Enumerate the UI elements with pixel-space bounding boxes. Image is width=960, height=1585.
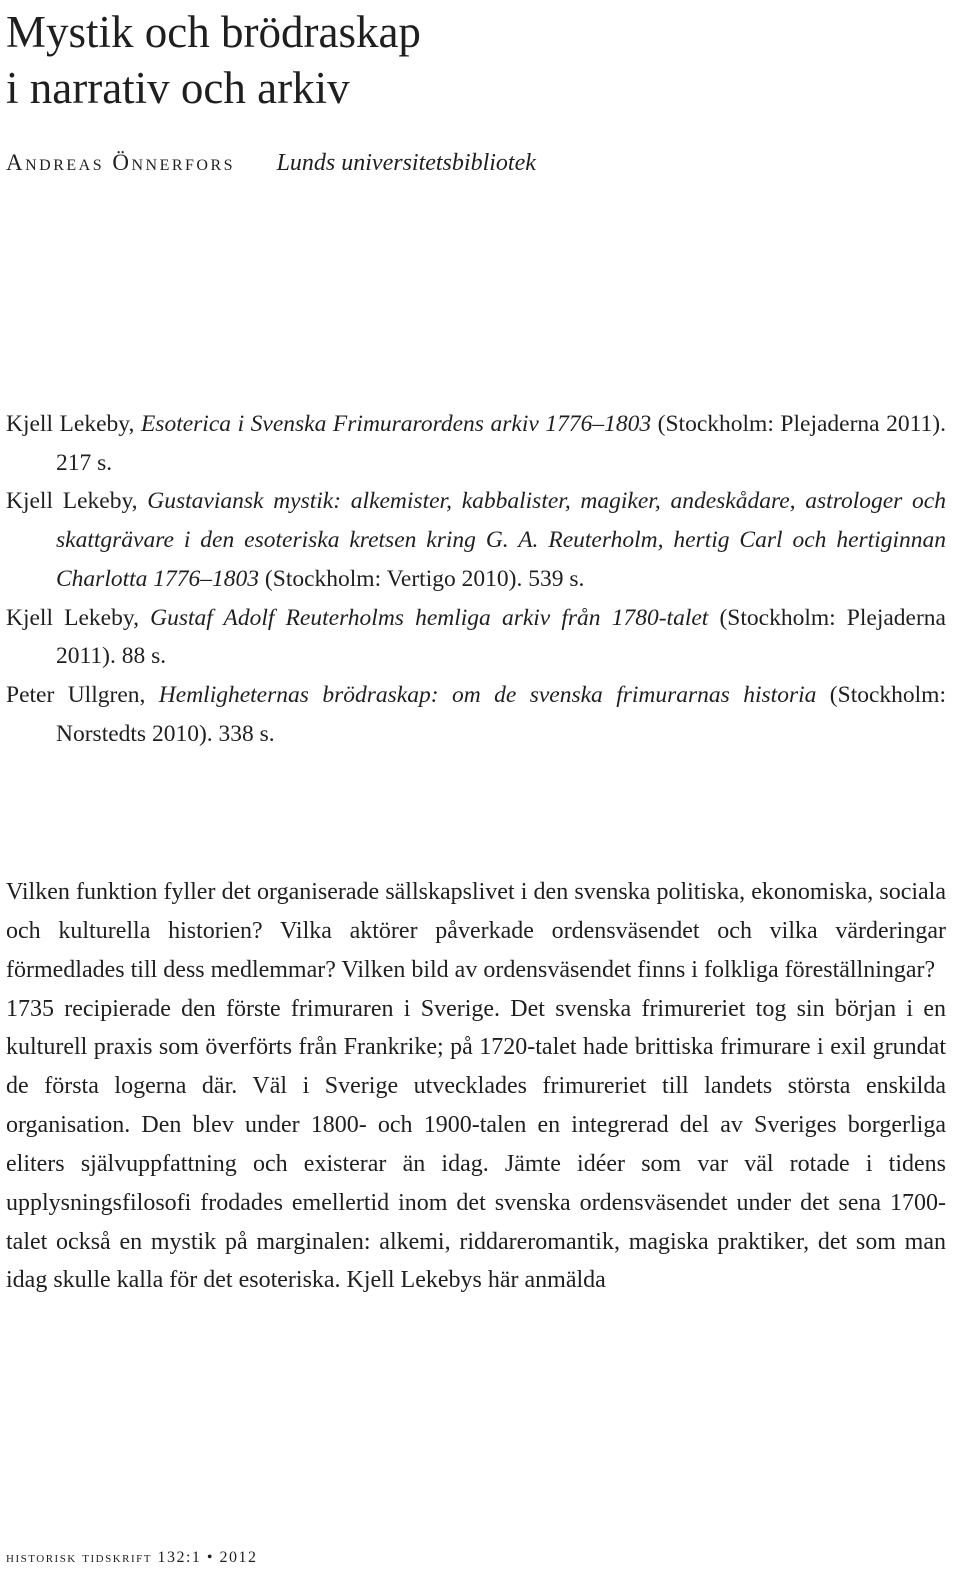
reviewed-book-publication: (Stockholm: Plejaderna 2011). 217 s. xyxy=(56,411,946,476)
reviewed-book-author: Kjell Lekeby, xyxy=(6,488,148,515)
journal-footer: historisk tidskrift 132:1 • 2012 xyxy=(6,1549,258,1566)
reviewed-book-title: Esoterica i Svenska Frimurarordens arkiv 1776–1803 xyxy=(140,411,652,437)
reviewed-book-publication: (Stockholm: Vertigo 2010). 539 s. xyxy=(259,565,585,592)
reviewed-book-title: Hemligheternas brödraskap: om de svenska frimurarnas historia xyxy=(158,681,817,708)
reviewed-book-title: Gustaf Adolf Reuterholms hemliga arkiv från 1780-talet xyxy=(150,604,709,631)
reviewed-book xyxy=(6,482,946,598)
reviewed-book xyxy=(6,676,946,753)
article-title xyxy=(6,4,936,116)
reviewed-book-author: Kjell Lekeby, xyxy=(6,604,151,631)
title-line-2: i narrativ och arkiv xyxy=(6,63,350,113)
reviewed-book xyxy=(6,405,946,482)
reviewed-book xyxy=(6,599,946,676)
title-line-1: Mystik och brödraskap xyxy=(6,7,421,57)
reviewed-book-publication: (Stockholm: Norstedts 2010). 338 s. xyxy=(56,681,946,747)
reviewed-books-list xyxy=(6,405,946,753)
author-name: Andreas Önnerfors xyxy=(6,150,236,175)
reviewed-book-author: Kjell Lekeby, xyxy=(6,411,141,437)
body-paragraph: Vilken funktion fyller det organiserade sällskapslivet i den svenska politiska, ekonomiska, sociala och kulturella historien? Vilka aktörer påverkade ordensväsendet och vilka värderingar förmedlades till dess medlemmar? Vilken bild av ordensväsendet finns i folkliga föreställningar? xyxy=(6,879,946,983)
reviewed-book-title: Gustaviansk mystik: alkemister, kabbalister, magiker, andeskådare, astrologer och skattgrävare i den esoteriska kretsen kring G. A. Reuterholm, hertig Carl och hertiginnan Charlotta 1776–1803 xyxy=(56,488,946,592)
body-paragraph: 1735 recipierade den förste frimuraren i Sverige. Det svenska frimureriet tog sin början i en kulturell praxis som överförts från Frankrike; på 1720-talet hade brittiska frimurare i exil grundat de första logerna där. Väl i Sverige utvecklades frimureriet till landets största enskilda organisation. Den blev under 1800- och 1900-talen en integrerad del av Sveriges borgerliga eliters självuppfattning och existerar än idag. Jämte idéer som var väl rotade i tidens upplysningsfilosofi frodades emellertid inom det svenska ordensväsendet under det sena 1700-talet också en mystik på marginalen: alkemi, riddareromantik, magiska praktiker, det som man idag skulle kalla för det esoteriska. Kjell Lekebys här anmälda xyxy=(6,995,946,1294)
reviewed-book-author: Peter Ullgren, xyxy=(6,681,159,708)
reviewed-book-publication: (Stockholm: Plejaderna 2011). 88 s. xyxy=(56,604,946,670)
author-affiliation: Lunds universitetsbibliotek xyxy=(276,150,536,176)
byline xyxy=(6,143,536,183)
article-body xyxy=(6,873,946,1300)
